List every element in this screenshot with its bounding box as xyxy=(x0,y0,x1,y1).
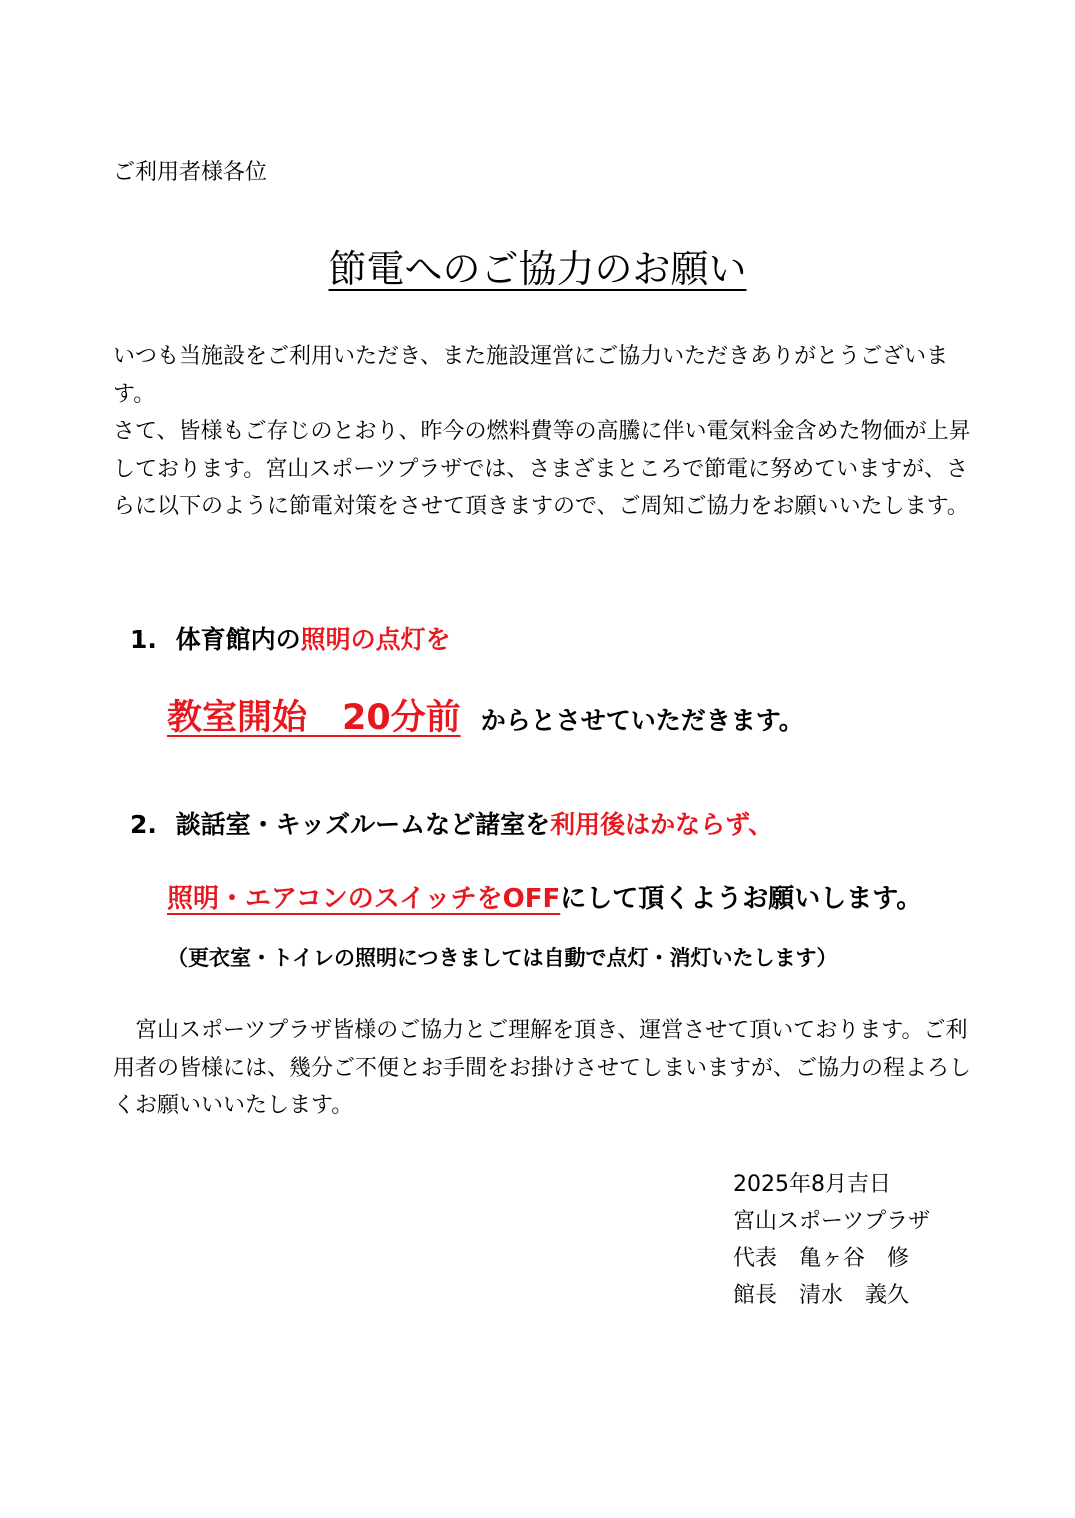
salutation: ご利用者様各位 xyxy=(113,160,268,185)
item-2-red-text: 利用後はかならず、 xyxy=(550,810,774,839)
item-2-number: 2. xyxy=(130,810,157,839)
item-1-red-text: 照明の点灯を xyxy=(300,625,451,654)
intro-paragraph-1: いつも当施設をご利用いただき、また施設運営にご協力いただきありがとうございます。 xyxy=(113,344,949,407)
item-2-detail xyxy=(167,878,922,915)
intro-paragraph-2: さて、皆様もご存じのとおり、昨今の燃料費等の高騰に伴い電気料金含めた物価が上昇しております。宮山スポーツプラザでは、さまざまところで節電に努めていますが、さらに以下のように節電対策をさせて頂きますので、ご周知ご協力をお願いいたします。 xyxy=(113,419,971,519)
item-2-highlight: 照明・エアコンのスイッチをOFF xyxy=(167,884,561,914)
item-1-heading xyxy=(130,620,451,656)
document-title xyxy=(0,238,1075,293)
item-2-text: 談話室・キッズルームなど諸室を xyxy=(175,810,551,839)
signature-representative: 代表 亀ヶ谷 修 xyxy=(733,1246,910,1271)
item-2-rest: にして頂くようお願いします。 xyxy=(560,884,923,914)
document-title-text: 節電へのご協力のお願い xyxy=(328,247,747,291)
item-2-note: （更衣室・トイレの照明につきましては自動で点灯・消灯いたします） xyxy=(167,946,838,970)
item-1-number: 1. xyxy=(130,625,157,654)
item-1-rest: からとさせていただきます。 xyxy=(480,706,804,735)
signature-director: 館長 清水 義久 xyxy=(733,1283,910,1308)
item-1-highlight: 教室開始 20分前 xyxy=(167,698,461,738)
closing-paragraph: 宮山スポーツプラザ皆様のご協力とご理解を頂き、運営させて頂いております。ご利用者の皆様には、幾分ご不便とお手間をお掛けさせてしまいますが、ご協力の程よろしくお願いいいたします。 xyxy=(113,1018,972,1118)
signature-organization: 宮山スポーツプラザ xyxy=(733,1209,931,1234)
item-1-text: 体育館内の xyxy=(175,625,301,654)
item-2-heading xyxy=(130,805,773,841)
item-1-detail xyxy=(167,690,804,740)
signature-date: 2025年8月吉日 xyxy=(733,1172,891,1197)
